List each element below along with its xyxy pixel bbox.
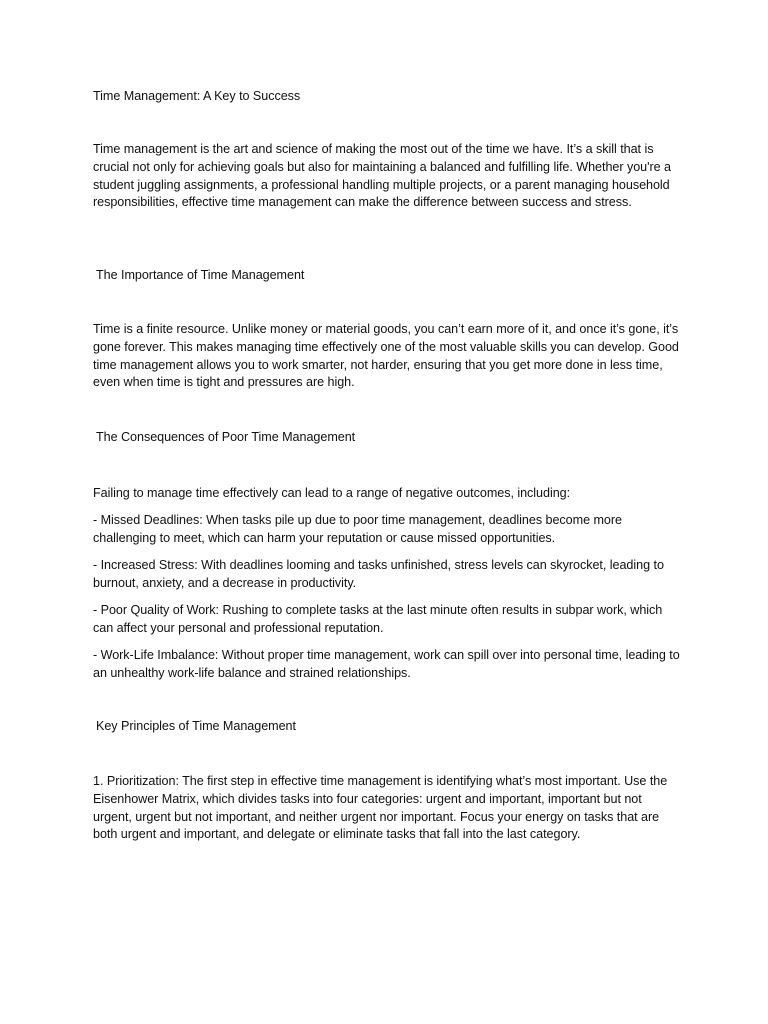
consequence-item-poor-quality: - Poor Quality of Work: Rushing to complete tasks at the last minute often results in subpar work, which can affect your personal and professional reputation. [93, 603, 663, 635]
document-title: Time Management: A Key to Success [93, 89, 301, 103]
consequence-item-work-life-imbalance: - Work-Life Imbalance: Without proper time management, work can spill over into personal time, leading to an unhealthy work-life balance and strained relationships. [93, 648, 680, 680]
section-heading-importance: The Importance of Time Management [96, 268, 305, 282]
consequence-item-increased-stress: - Increased Stress: With deadlines looming and tasks unfinished, stress levels can skyrocket, leading to burnout, anxiety, and a decrease in productivity. [93, 558, 664, 590]
consequence-item-missed-deadlines: - Missed Deadlines: When tasks pile up due to poor time management, deadlines become more challenging to meet, which can harm your reputation or cause missed opportunities. [93, 513, 622, 545]
intro-paragraph: Time management is the art and science of making the most out of the time we have. It’s a skill that is crucial not only for achieving goals but also for maintaining a balanced and fulfilling life. Whether you're a student juggling assignments, a professional handling multiple projects, or a parent managing household responsibilities, effective time management can make the difference between success and stress. [93, 142, 671, 210]
section-heading-consequences: The Consequences of Poor Time Management [96, 430, 356, 444]
consequences-intro-paragraph: Failing to manage time effectively can lead to a range of negative outcomes, including: [93, 486, 571, 500]
importance-paragraph: Time is a finite resource. Unlike money or material goods, you can’t earn more of it, and once it’s gone, it’s gone forever. This makes managing time effectively one of the most valuable skills you can develop. Good time management allows you to work smarter, not harder, ensuring that you get more done in less time, even when time is tight and pressures are high. [93, 322, 679, 390]
section-heading-key-principles: Key Principles of Time Management [96, 719, 296, 733]
principle-prioritization-paragraph: 1. Prioritization: The first step in effective time management is identifying what’s most important. Use the Eisenhower Matrix, which divides tasks into four categories: urgent and important, important but not urgent, urgent but not important, and neither urgent nor important. Focus your energy on tasks that are both urgent and important, and delegate or eliminate tasks that fall into the last category. [93, 774, 668, 842]
